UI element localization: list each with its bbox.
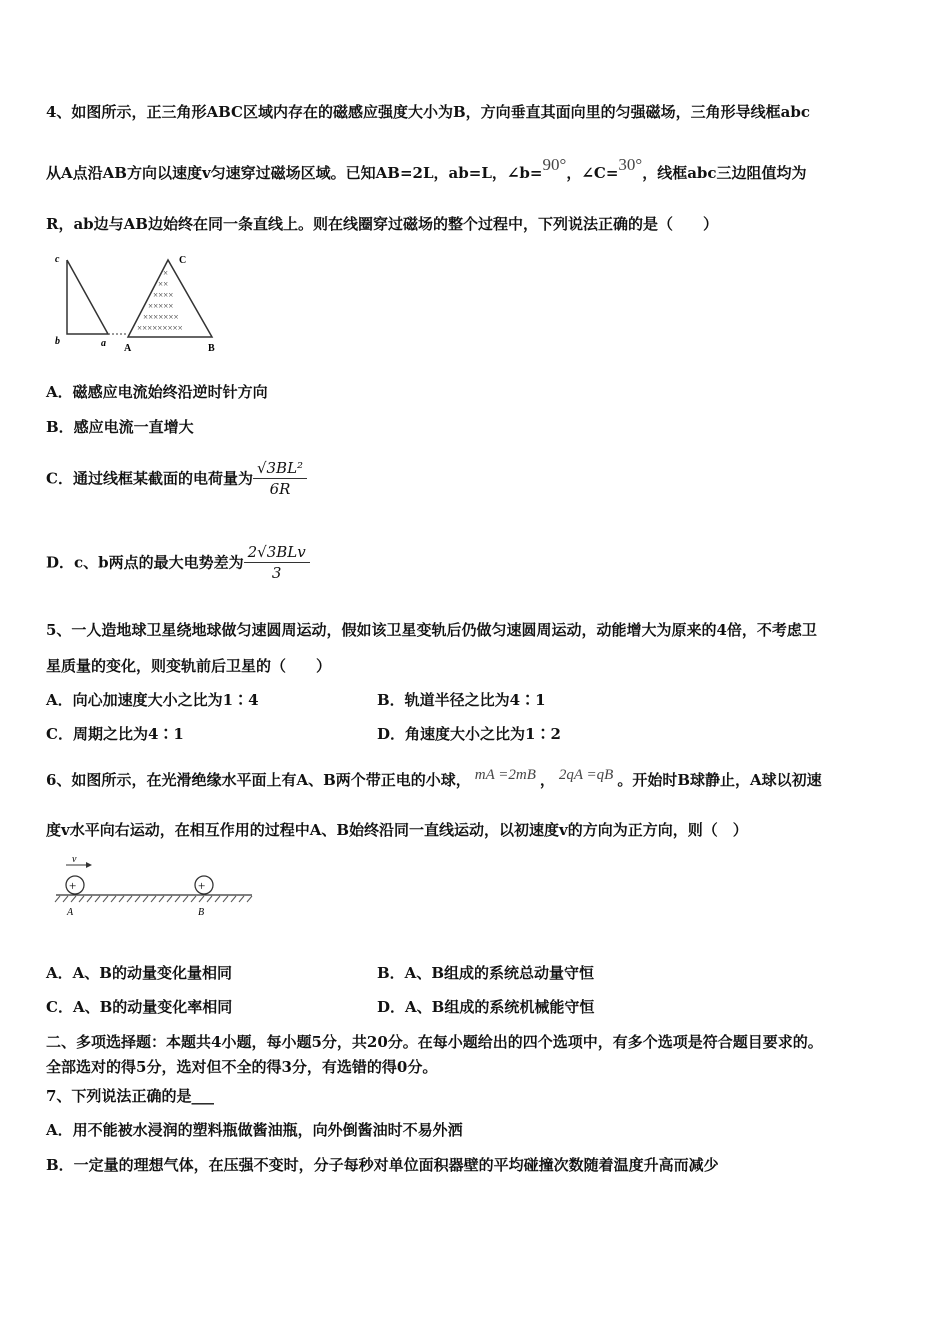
fraction-numerator: √3BL² xyxy=(253,458,307,479)
angle-b-value: 90° xyxy=(542,155,567,174)
q4-stem-line2 xyxy=(46,155,807,183)
charge-fraction xyxy=(253,458,307,499)
q6-figure xyxy=(52,852,262,922)
q4-stem-line3: R，ab边与AB边始终在同一条直线上。则在线圈穿过磁场的整个过程中，下列说法正确的是（ ） xyxy=(46,215,718,233)
q7-option-a: A．用不能被水浸润的塑料瓶做酱油瓶，向外倒酱油时不易外洒 xyxy=(46,1121,463,1139)
fraction-numerator: 2√3BLv xyxy=(244,542,310,563)
field-mark: × xyxy=(163,268,169,278)
label-b-small: b xyxy=(55,336,60,347)
q7-option-b: B．一定量的理想气体，在压强不变时，分子每秒对单位面积器壁的平均碰撞次数随着温度升高而减少 xyxy=(46,1156,719,1174)
label-v: v xyxy=(72,854,77,865)
charge-relation: 2qA =qB xyxy=(558,767,614,783)
q4-stem-line2-b: ，∠C= xyxy=(566,164,619,182)
wire-frame-abc xyxy=(67,260,108,334)
q4-stem-line1: 4、如图所示，正三角形ABC区域内存在的磁感应强度大小为B，方向垂直其面向里的匀强磁场，三角形导线框abc xyxy=(46,103,810,121)
section2-heading-line2: 全部选对的得5分，选对但不全的得3分，有选错的得0分。 xyxy=(46,1058,438,1076)
q4-option-d-text: D．c、b两点的最大电势差为 xyxy=(46,553,244,572)
fraction-denominator: 6R xyxy=(269,480,291,498)
label-B: B xyxy=(198,907,205,918)
label-A: A xyxy=(124,343,132,354)
q6-stem-line1-a: 6、如图所示，在光滑绝缘水平面上有A、B两个带正电的小球， xyxy=(46,771,471,789)
fraction-denominator: 3 xyxy=(271,564,282,582)
field-mark: ××××××××× xyxy=(137,323,183,333)
q7-stem: 7、下列说法正确的是___ xyxy=(46,1087,214,1105)
q5-option-c: C．周期之比为4∶1 xyxy=(46,725,184,743)
q6-stem-line1-b: 。开始时B球静止，A球以初速 xyxy=(617,771,822,789)
q6-option-a: A．A、B的动量变化量相同 xyxy=(46,964,232,982)
q5-stem-line1: 5、一人造地球卫星绕地球做匀速圆周运动，假如该卫星变轨后仍做匀速圆周运动，动能增大为原来的4倍，不考虑卫 xyxy=(46,621,817,639)
field-mark: ××××× xyxy=(148,301,174,311)
label-a-small: a xyxy=(101,338,106,349)
q6-option-d: D．A、B组成的系统机械能守恒 xyxy=(377,998,595,1016)
q6-separator: ， xyxy=(539,771,555,789)
q4-option-b: B．感应电流一直增大 xyxy=(46,418,194,436)
label-c-small: c xyxy=(55,254,60,265)
angle-c-value: 30° xyxy=(618,155,643,174)
q6-option-c: C．A、B的动量变化率相同 xyxy=(46,998,233,1016)
q4-option-a: A．磁感应电流始终沿逆时针方向 xyxy=(46,383,268,401)
q5-stem-line2: 星质量的变化，则变轨前后卫星的（ ） xyxy=(46,657,332,675)
label-B: B xyxy=(208,343,215,354)
q4-option-c xyxy=(46,458,307,499)
label-C: C xyxy=(179,255,187,266)
q4-option-d xyxy=(46,542,310,583)
charge-plus-b: + xyxy=(198,878,206,893)
q5-option-d: D．角速度大小之比为1∶2 xyxy=(377,725,561,743)
q4-figure xyxy=(50,252,230,357)
label-A: A xyxy=(67,907,74,918)
field-mark: ×××× xyxy=(153,290,174,300)
velocity-arrowhead xyxy=(86,862,92,868)
magnetic-field-marks xyxy=(137,268,183,333)
ground-hatching xyxy=(55,896,252,902)
q4-stem-line2-c: ，线框abc三边阻值均为 xyxy=(642,164,807,182)
q6-option-b: B．A、B组成的系统总动量守恒 xyxy=(377,964,594,982)
mass-relation: mA =2mB xyxy=(474,767,536,783)
q5-option-b: B．轨道半径之比为4∶1 xyxy=(377,691,546,709)
potential-fraction xyxy=(244,542,310,583)
q5-option-a: A．向心加速度大小之比为1∶4 xyxy=(46,691,259,709)
field-mark: ×× xyxy=(158,279,169,289)
field-mark: ××××××× xyxy=(143,312,179,322)
q6-stem-line1 xyxy=(46,767,822,791)
q4-stem-line2-a: 从A点沿AB方向以速度v匀速穿过磁场区域。已知AB=2L，ab=L，∠b= xyxy=(46,164,543,182)
charge-plus-a: + xyxy=(69,878,77,893)
q6-stem-line2: 度v水平向右运动，在相互作用的过程中A、B始终沿同一直线运动，以初速度v的方向为正方向，则（ ） xyxy=(46,821,748,839)
section2-heading-line1: 二、多项选择题：本题共4小题，每小题5分，共20分。在每小题给出的四个选项中，有多个选项是符合题目要求的。 xyxy=(46,1033,823,1051)
q4-option-c-text: C．通过线框某截面的电荷量为 xyxy=(46,469,253,488)
